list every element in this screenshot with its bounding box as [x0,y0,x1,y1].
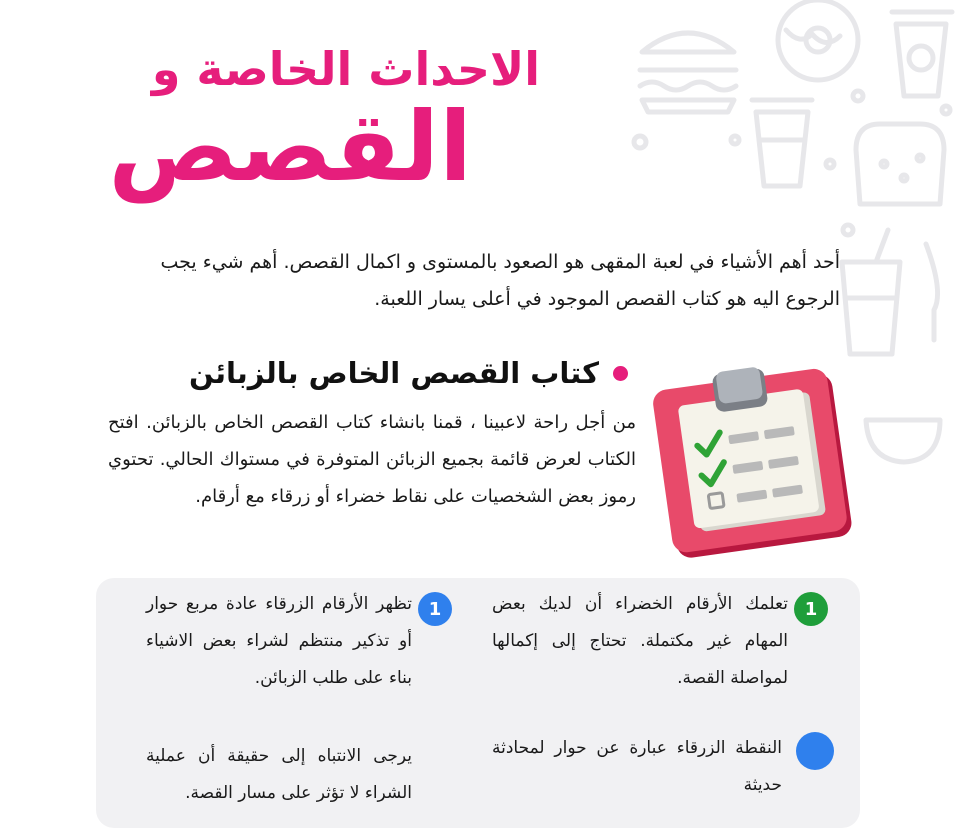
blue-numbers-note: تظهر الأرقام الزرقاء عادة مربع حوار أو تذكير منتظم لشراء بعض الاشياء بناء على طلب الزبائن. [146,594,412,688]
wine-glass-icon [926,244,938,340]
intro-paragraph: أحد أهم الأشياء في لعبة المقهى هو الصعود بالمستوى و اكمال القصص. أهم شيء يجب الرجوع اليه هو كتاب القصص الموجود في أعلى يسار اللعبة. [160,251,840,310]
coffee-cup-icon [752,100,812,186]
green-number-badge: 1 [794,592,828,626]
section-heading-text: كتاب القصص الخاص بالزبائن [189,356,599,390]
blue-number-badge: 1 [418,592,452,626]
juice-glass-icon [842,230,900,354]
section-heading [189,356,628,390]
clipboard-checklist-icon [652,364,856,558]
bread-icon [856,124,944,204]
cup-icon [892,12,952,96]
bullet-dot [613,366,628,381]
page-title-line1: الاحداث الخاصة و [151,42,540,96]
green-numbers-note: تعلمك الأرقام الخضراء أن لديك بعض المهام غير مكتملة. تحتاج إلى إكمالها لمواصلة القصة. [492,594,788,688]
purchase-note: يرجى الانتباه إلى حقيقة أن عملية الشراء لا تؤثر على مسار القصة. [146,746,412,803]
blue-dot-icon [796,732,834,770]
section-body: من أجل راحة لاعبينا ، قمنا بانشاء كتاب القصص الخاص بالزبائن. افتح الكتاب لعرض قائمة بجميع الزبائن المتوفرة في مستواك الحالي. تحتوي رموز بعض الشخصيات على نقاط خضراء أو زرقاء مع أرقام. [108,412,636,507]
burger-icon [640,33,736,112]
donut-icon [778,0,858,80]
page-title-line2: القصص [108,91,472,203]
teacup-icon [866,420,940,462]
info-panel [96,578,860,828]
blue-dot-note: النقطة الزرقاء عبارة عن حوار لمحادثة حديثة [492,738,782,795]
